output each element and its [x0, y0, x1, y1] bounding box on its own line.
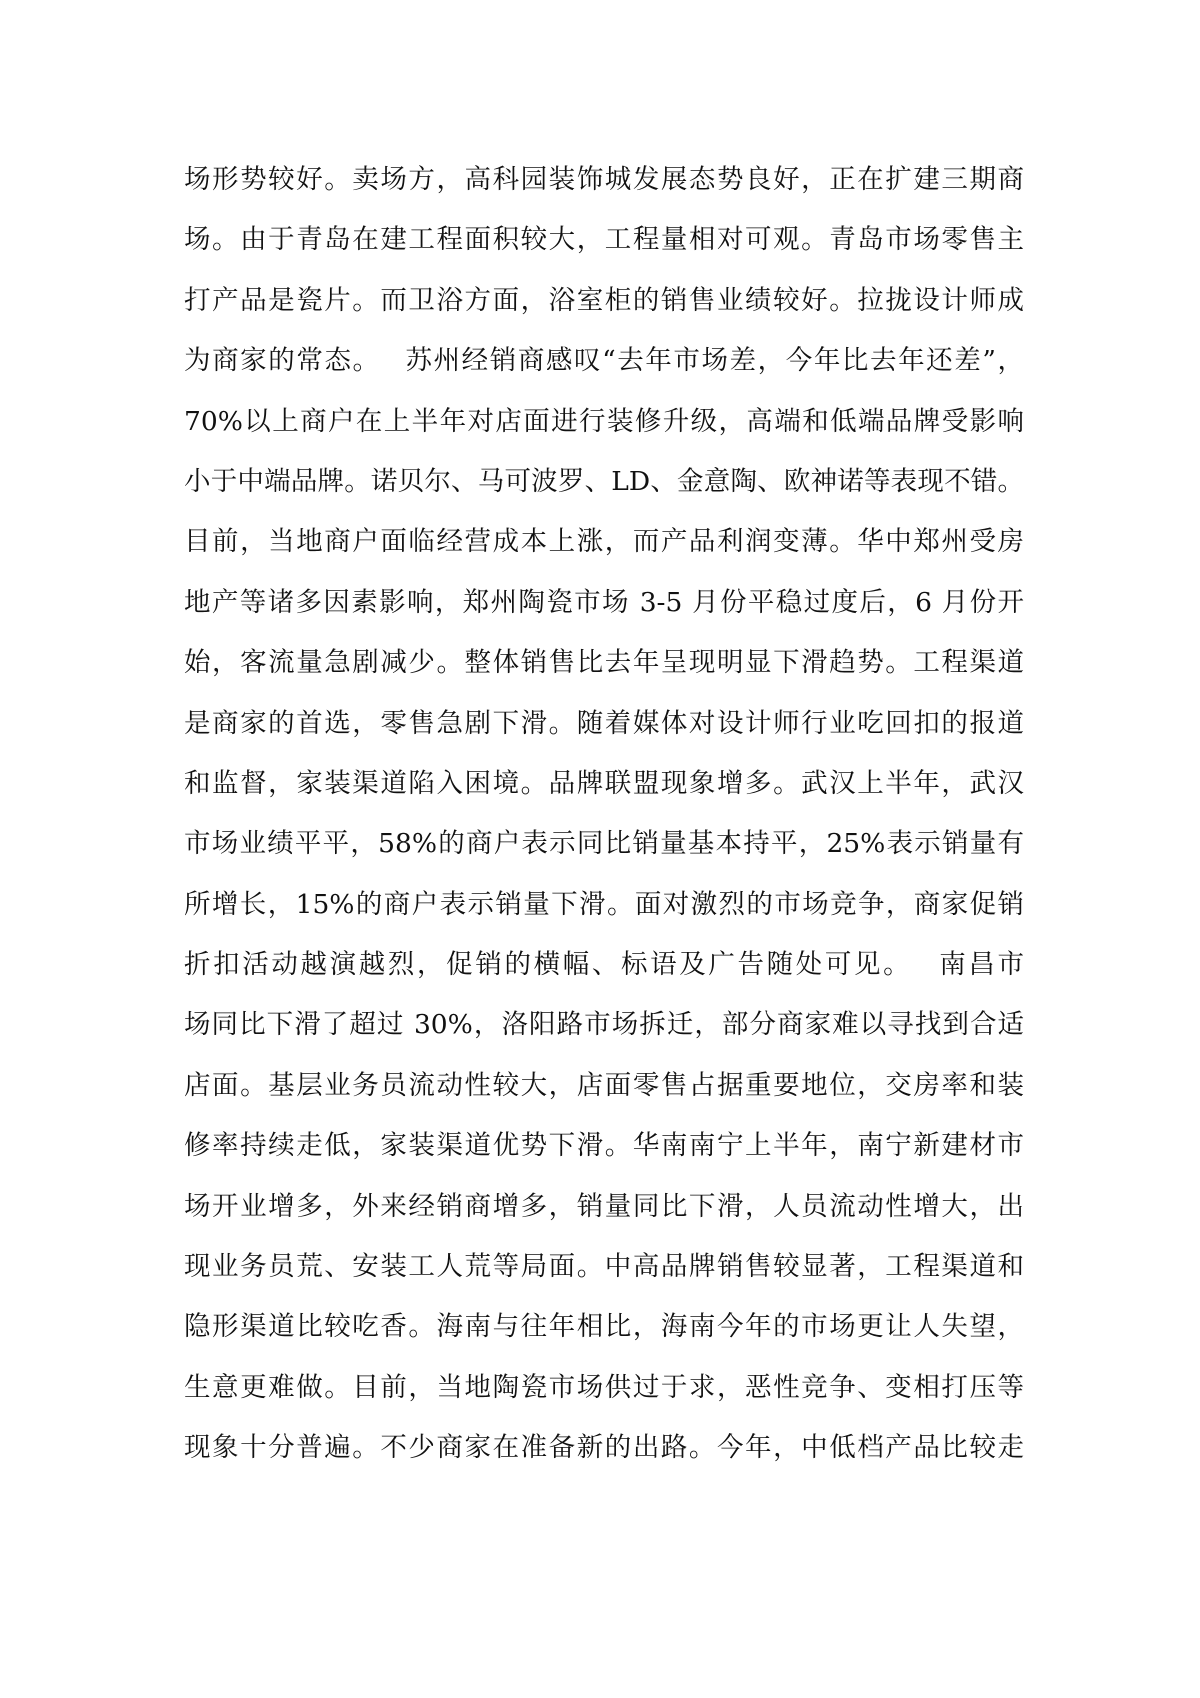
text-line: 修率持续走低，家装渠道优势下滑。华南南宁上半年，南宁新建材市 — [184, 1130, 1024, 1162]
text-line: 场。由于青岛在建工程面积较大，工程量相对可观。青岛市场零售主 — [184, 224, 1024, 256]
text-line: 场同比下滑了超过 30%，洛阳路市场拆迁，部分商家难以寻找到合适 — [184, 1009, 1024, 1041]
body-text — [184, 150, 1024, 1479]
text-line: 场开业增多，外来经销商增多，销量同比下滑，人员流动性增大，出 — [184, 1190, 1024, 1222]
text-line: 打产品是瓷片。而卫浴方面，浴室柜的销售业绩较好。拉拢设计师成 — [184, 284, 1024, 316]
text-line: 70%以上商户在上半年对店面进行装修升级，高端和低端品牌受影响 — [184, 405, 1024, 437]
text-line: 目前，当地商户面临经营成本上涨，而产品利润变薄。华中郑州受房 — [184, 526, 1024, 558]
text-line: 现象十分普遍。不少商家在准备新的出路。今年，中低档产品比较走 — [184, 1432, 1024, 1464]
text-line: 始，客流量急剧减少。整体销售比去年呈现明显下滑趋势。工程渠道 — [184, 647, 1024, 679]
text-line: 为商家的常态。 苏州经销商感叹“去年市场差，今年比去年还差”， — [184, 345, 1024, 377]
text-line: 场形势较好。卖场方，高科园装饰城发展态势良好，正在扩建三期商 — [184, 164, 1024, 195]
text-line: 折扣活动越演越烈，促销的横幅、标语及广告随处可见。 南昌市 — [184, 949, 1024, 981]
text-line: 市场业绩平平，58%的商户表示同比销量基本持平，25%表示销量有 — [184, 828, 1024, 860]
text-line: 生意更难做。目前，当地陶瓷市场供过于求，恶性竞争、变相打压等 — [184, 1371, 1024, 1403]
text-line: 所增长，15%的商户表示销量下滑。面对激烈的市场竞争，商家促销 — [184, 888, 1024, 920]
text-line: 地产等诸多因素影响，郑州陶瓷市场 3-5 月份平稳过度后，6 月份开 — [184, 586, 1024, 618]
text-line: 隐形渠道比较吃香。海南与往年相比，海南今年的市场更让人失望， — [184, 1311, 1024, 1343]
text-line: 是商家的首选，零售急剧下滑。随着媒体对设计师行业吃回扣的报道 — [184, 707, 1024, 739]
text-line: 现业务员荒、安装工人荒等局面。中高品牌销售较显著，工程渠道和 — [184, 1251, 1024, 1283]
text-line: 店面。基层业务员流动性较大，店面零售占据重要地位，交房率和装 — [184, 1069, 1024, 1101]
text-line: 小于中端品牌。诺贝尔、马可波罗、LD、金意陶、欧神诺等表现不错。 — [184, 465, 1024, 497]
text-line: 和监督，家装渠道陷入困境。品牌联盟现象增多。武汉上半年，武汉 — [184, 767, 1024, 799]
